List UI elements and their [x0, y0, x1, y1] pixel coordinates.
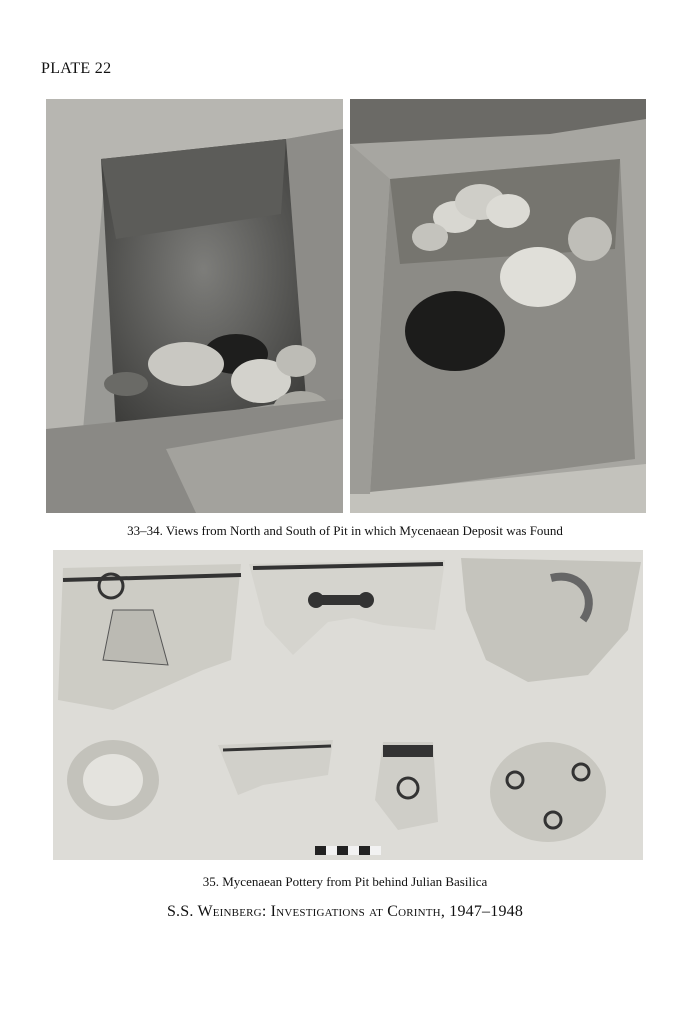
credit-title: Investigations at Corinth — [270, 903, 441, 920]
credit-separator: : — [261, 903, 271, 920]
credit-years: , 1947–1948 — [440, 903, 524, 920]
pit-north-photo — [46, 99, 343, 513]
caption-pits: 33–34. Views from North and South of Pit in which Mycenaean Deposit was Found — [127, 523, 563, 538]
pit-south-photo — [350, 99, 646, 513]
plate-credit-line — [0, 903, 690, 921]
plate-label: PLATE 22 — [41, 60, 112, 77]
pottery-photo — [53, 550, 643, 860]
caption-pottery: 35. Mycenaean Pottery from Pit behind Julian Basilica — [202, 874, 488, 889]
credit-author: S.S. Weinberg — [166, 903, 262, 920]
